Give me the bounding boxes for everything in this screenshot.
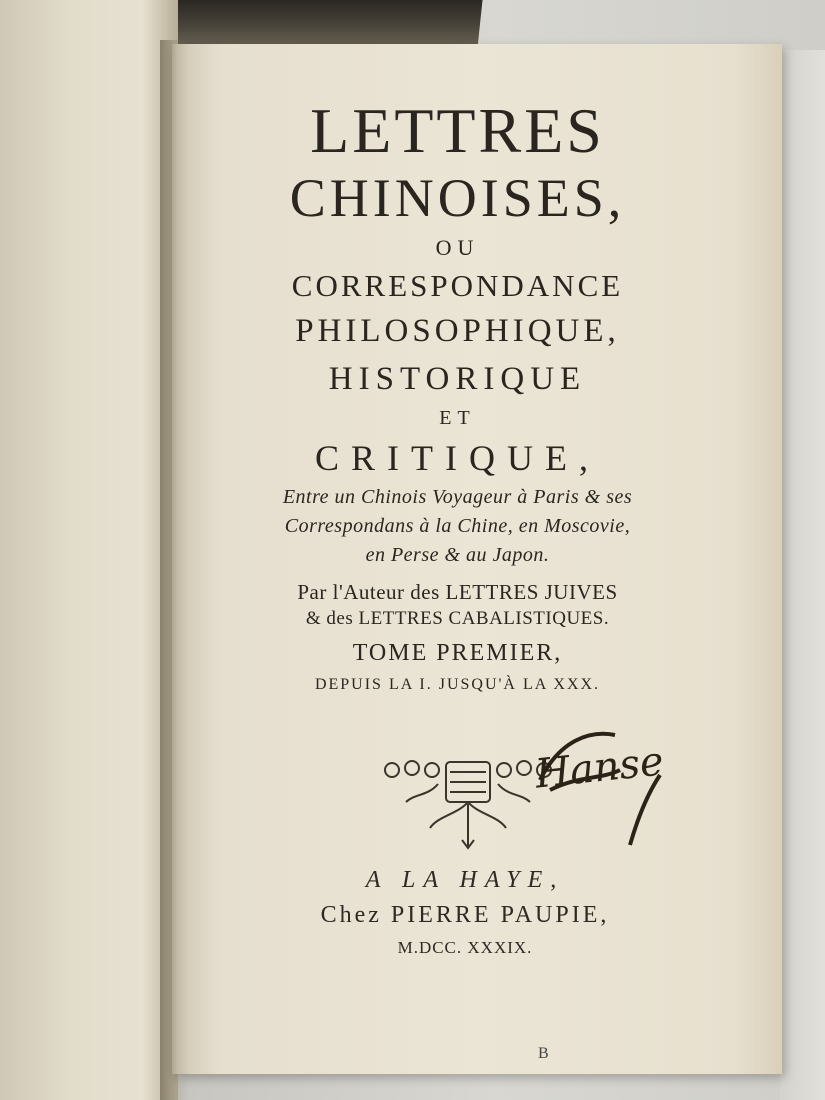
book-spine bbox=[147, 0, 482, 48]
description-line-1: Entre un Chinois Voyageur à Paris & ses bbox=[282, 486, 633, 508]
imprint-date: M.DCC. XXXIX. bbox=[397, 938, 533, 957]
letter-range: DEPUIS LA I. JUSQU'À LA XXX. bbox=[314, 676, 601, 693]
imprint-publisher: Chez PIERRE PAUPIE, bbox=[320, 902, 610, 928]
imprint-block bbox=[215, 862, 715, 964]
description-line-3: en Perse & au Japon. bbox=[365, 544, 550, 566]
author-line-1: Par l'Auteur des LETTRES JUIVES bbox=[297, 580, 618, 604]
left-page bbox=[0, 0, 178, 1100]
author-line-2: & des LETTRES CABALISTIQUES. bbox=[305, 608, 610, 629]
description-line-2: Correspondans à la Chine, en Moscovie, bbox=[284, 515, 631, 537]
title-block bbox=[205, 95, 710, 698]
subtitle-line-3: HISTORIQUE bbox=[328, 361, 587, 397]
book-gutter-shadow bbox=[160, 40, 190, 1100]
signature-mark: B bbox=[538, 1045, 549, 1062]
subtitle-line-1: CORRESPONDANCE bbox=[291, 268, 624, 303]
title-conjunction: OU bbox=[435, 235, 480, 260]
subtitle-and: ET bbox=[439, 407, 476, 429]
handwritten-signature: Hanse bbox=[532, 738, 666, 798]
table-surface bbox=[780, 50, 825, 1100]
title-line-2: CHINOISES, bbox=[289, 168, 626, 228]
volume-label: TOME PREMIER, bbox=[352, 640, 563, 666]
title-line-1: LETTRES bbox=[310, 95, 605, 166]
subtitle-line-2: PHILOSOPHIQUE, bbox=[295, 313, 620, 349]
subtitle-line-4: CRITIQUE, bbox=[315, 438, 600, 478]
imprint-place: A LA HAYE, bbox=[365, 867, 565, 893]
